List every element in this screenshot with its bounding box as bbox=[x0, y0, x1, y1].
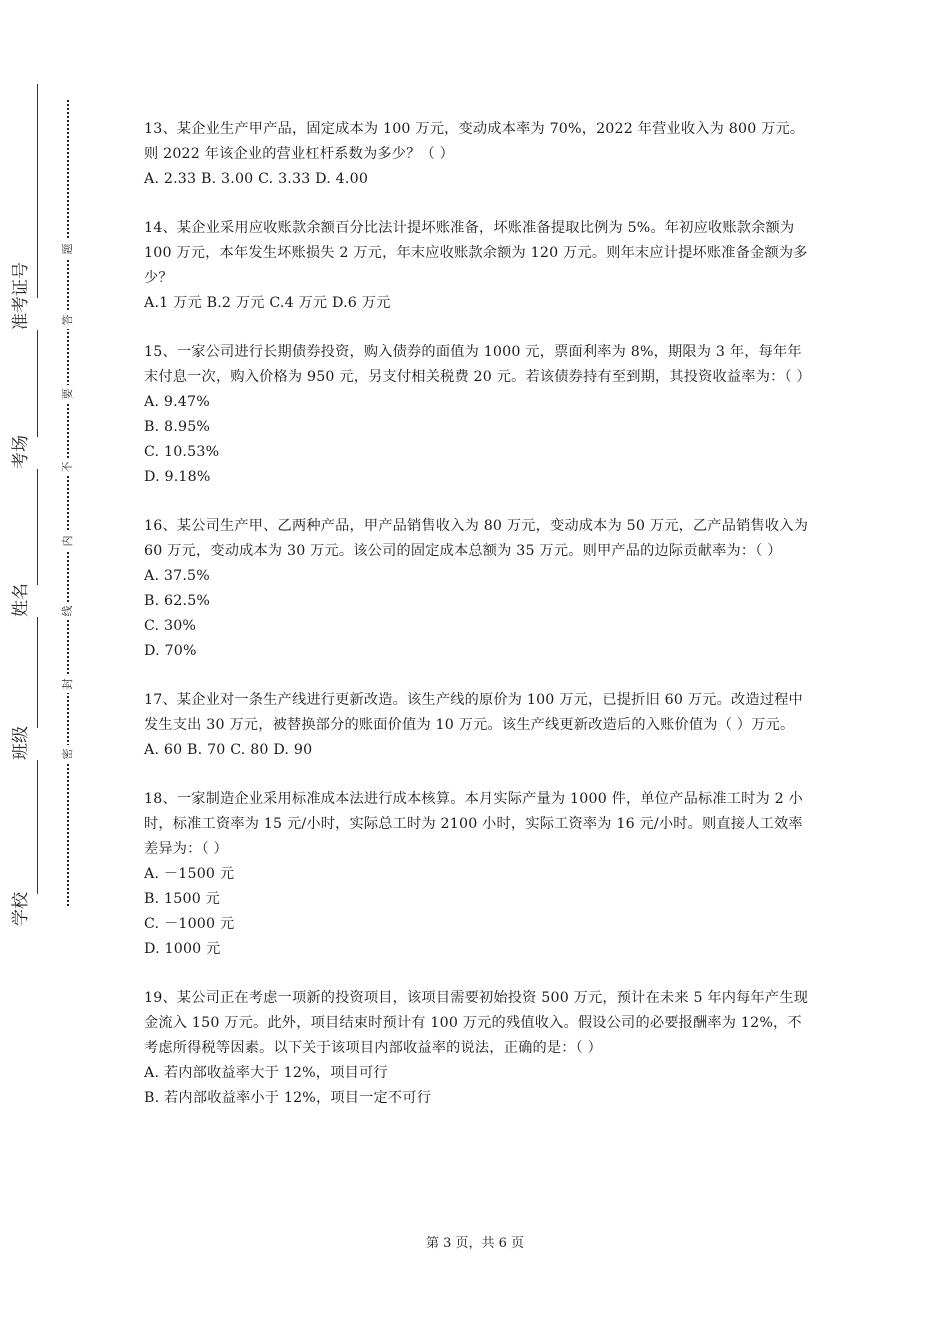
question-stem: 16、某公司生产甲、乙两种产品，甲产品销售收入为 80 万元，变动成本为 50 万元，乙产品销售收入为 60 万元，变动成本为 30 万元。该公司的固定成本总额为 35 万元。则甲产品的边际贡献率为：（ ） bbox=[144, 518, 809, 559]
question-15 bbox=[144, 340, 812, 490]
option-b: B. 1500 元 bbox=[144, 891, 221, 907]
seal-char: 题 bbox=[59, 240, 77, 258]
option-a: A. －1500 元 bbox=[144, 866, 235, 882]
question-16 bbox=[144, 514, 812, 664]
question-options: A. 2.33 B. 3.00 C. 3.33 D. 4.00 bbox=[144, 171, 369, 187]
question-stem: 13、某企业生产甲产品，固定成本为 100 万元，变动成本率为 70%，2022 年营业收入为 800 万元。则 2022 年该企业的营业杠杆系数为多少？（ ） bbox=[144, 121, 805, 162]
option-d: D. 9.18% bbox=[144, 469, 211, 485]
seal-char: 不 bbox=[59, 458, 77, 476]
seal-char: 封 bbox=[59, 675, 77, 693]
field-label-exam-number: 准考证号 bbox=[6, 298, 70, 330]
question-options: A. 60 B. 70 C. 80 D. 90 bbox=[144, 742, 313, 758]
question-stem: 17、某企业对一条生产线进行更新改造。该生产线的原价为 100 万元，已提折旧 60 万元。改造过程中发生支出 30 万元，被替换部分的账面价值为 10 万元。该生产线更新改造后的入账价值为（ ）万元。 bbox=[144, 692, 803, 733]
question-13 bbox=[144, 117, 812, 192]
option-a: A. 37.5% bbox=[144, 568, 210, 584]
field-label-school: 学校 bbox=[6, 894, 70, 926]
question-stem: 18、一家制造企业采用标准成本法进行成本核算。本月实际产量为 1000 件，单位产品标准工时为 2 小时，标准工资率为 15 元/小时，实际总工时为 2100 小时，实际工资率为 16 元/小时。则直接人工效率差异为：（ ） bbox=[144, 791, 803, 857]
question-stem: 14、某企业采用应收账款余额百分比法计提坏账准备，坏账准备提取比例为 5%。年初应收账款余额为 100 万元，本年发生坏账损失 2 万元，年末应收账款余额为 120 万元。则年末应计提坏账准备金额为多少？ bbox=[144, 220, 808, 286]
option-d: D. 70% bbox=[144, 643, 197, 659]
seal-char: 密 bbox=[59, 745, 77, 763]
option-c: C. －1000 元 bbox=[144, 916, 235, 932]
field-label-class: 班级 bbox=[6, 728, 70, 760]
question-18 bbox=[144, 787, 812, 962]
page-number: 第 3 页，共 6 页 bbox=[425, 1236, 525, 1251]
exam-questions bbox=[144, 117, 812, 1135]
option-a: A. 9.47% bbox=[144, 394, 210, 410]
question-14 bbox=[144, 216, 812, 316]
option-d: D. 1000 元 bbox=[144, 941, 221, 957]
seal-char: 要 bbox=[59, 385, 77, 403]
field-label-exam-room: 考场 bbox=[6, 437, 70, 469]
seal-dotted-line bbox=[67, 100, 69, 906]
question-17 bbox=[144, 688, 812, 763]
binding-margin bbox=[0, 0, 95, 1344]
field-label-name: 姓名 bbox=[6, 585, 70, 617]
seal-char: 答 bbox=[59, 311, 77, 329]
seal-char: 线 bbox=[59, 602, 77, 620]
option-c: C. 10.53% bbox=[144, 444, 220, 460]
option-b: B. 8.95% bbox=[144, 419, 211, 435]
question-options: A.1 万元 B.2 万元 C.4 万元 D.6 万元 bbox=[144, 295, 391, 311]
seal-char: 内 bbox=[59, 532, 77, 550]
question-stem: 19、某公司正在考虑一项新的投资项目，该项目需要初始投资 500 万元，预计在未来 5 年内每年产生现金流入 150 万元。此外，项目结束时预计有 100 万元的残值收入。假设公司的必要报酬率为 12%，不考虑所得税等因素。以下关于该项目内部收益率的说法，正确的是：（ ） bbox=[144, 990, 809, 1056]
question-stem: 15、一家公司进行长期债券投资，购入债券的面值为 1000 元，票面利率为 8%，期限为 3 年，每年年末付息一次，购入价格为 950 元，另支付相关税费 20 元。若该债券持有至到期，其投资收益率为：（ ） bbox=[144, 344, 811, 385]
question-19 bbox=[144, 986, 812, 1111]
option-c: C. 30% bbox=[144, 618, 197, 634]
option-b: B. 62.5% bbox=[144, 593, 211, 609]
binding-solid-line bbox=[37, 84, 38, 926]
option-b: B. 若内部收益率小于 12%，项目一定不可行 bbox=[144, 1090, 432, 1106]
option-a: A. 若内部收益率大于 12%，项目可行 bbox=[144, 1065, 388, 1081]
